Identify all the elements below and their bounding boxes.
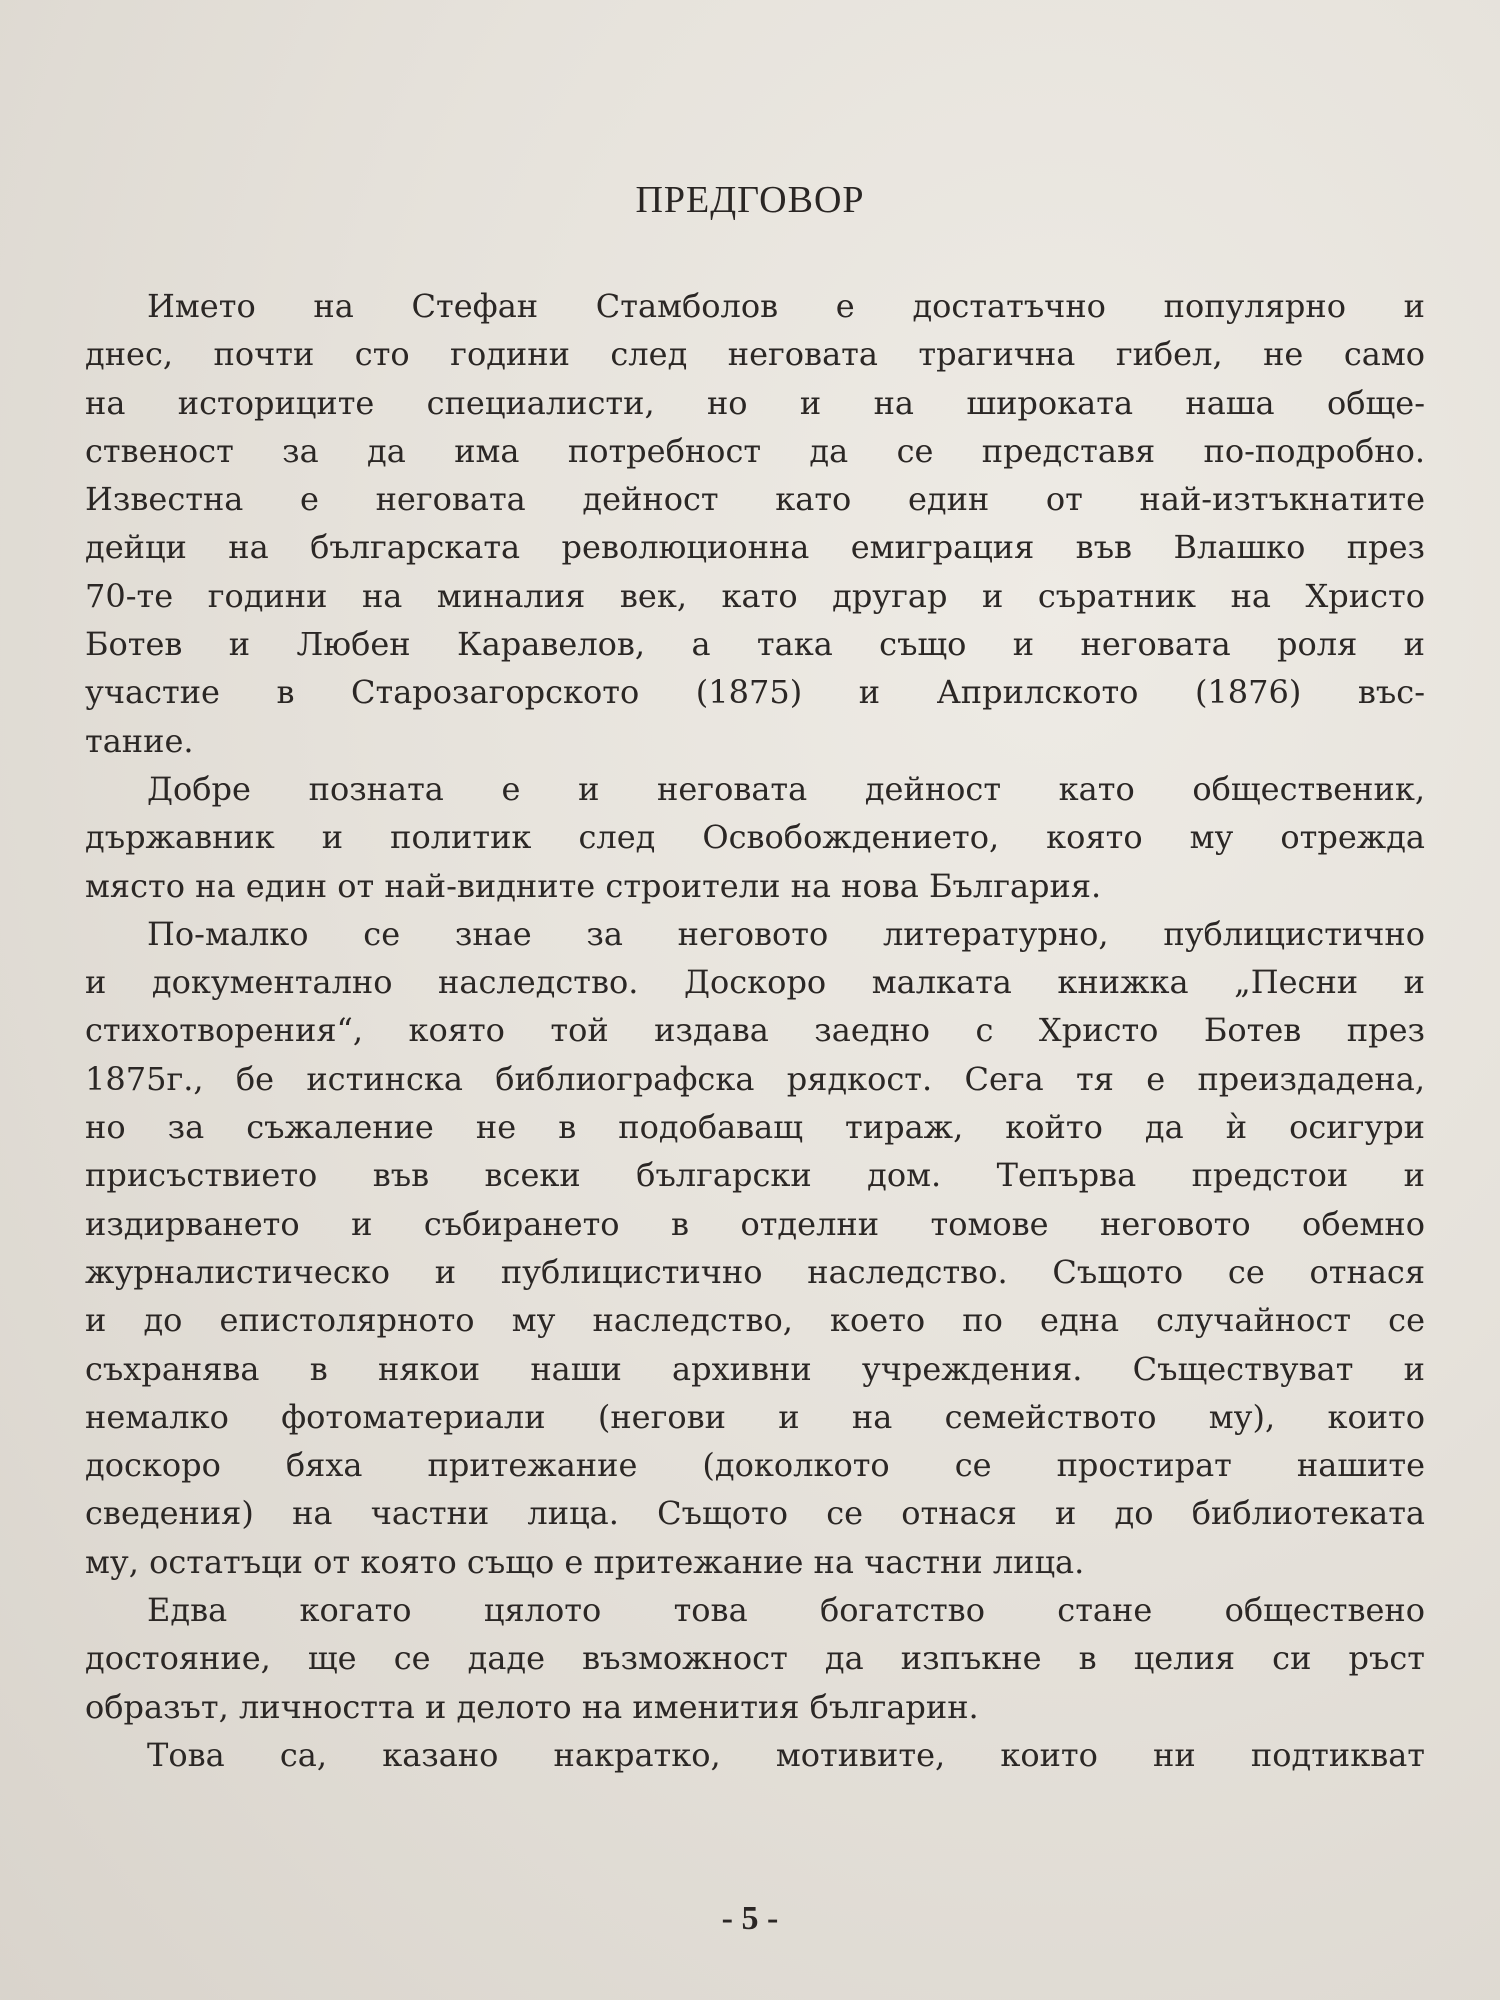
text-line: съхранява в някои наши архивни учреждения. Съществуват и bbox=[85, 1349, 1425, 1388]
paragraph bbox=[85, 282, 1425, 765]
text-line: журналистическо и публицистично наследство. Същото се отнася bbox=[85, 1252, 1425, 1291]
text-line: стихотворения“, която той издава заедно с Христо Ботев през bbox=[85, 1011, 1425, 1050]
text-line: Добре позната е и неговата дейност като общественик, bbox=[147, 769, 1425, 808]
text-line: Ботев и Любен Каравелов, а така също и неговата роля и bbox=[85, 625, 1425, 664]
page-number: - 5 - bbox=[721, 1900, 779, 1937]
text-line: 1875г., бе истинска библиографска рядкост. Сега тя е преиздадена, bbox=[85, 1059, 1425, 1098]
text-line: По-малко се знае за неговото литературно, публицистично bbox=[147, 914, 1425, 953]
text-line: образът, личността и делото на именития българин. bbox=[85, 1687, 979, 1726]
text-line: сведения) на частни лица. Същото се отнася и до библиотеката bbox=[85, 1494, 1425, 1533]
text-line: участие в Старозагорското (1875) и Априлското (1876) въс- bbox=[85, 673, 1425, 712]
text-line: Името на Стефан Стамболов е достатъчно популярно и bbox=[147, 287, 1425, 325]
text-line: присъствието във всеки български дом. Тепърва предстои и bbox=[85, 1156, 1425, 1195]
text-line: немалко фотоматериали (негови и на семейството му), които bbox=[85, 1397, 1425, 1436]
text-line: държавник и политик след Освобождението, която му отрежда bbox=[85, 818, 1425, 857]
text-line: достояние, ще се даде възможност да изпъкне в целия си ръст bbox=[85, 1639, 1425, 1678]
text-line: Едва когато цялото това богатство стане обществено bbox=[147, 1591, 1425, 1630]
text-line: място на един от най-видните строители на нова България. bbox=[85, 866, 1102, 905]
text-line: и документално наследство. Доскоро малката книжка „Песни и bbox=[85, 963, 1425, 1002]
text-line: днес, почти сто години след неговата трагична гибел, не само bbox=[85, 335, 1425, 374]
paragraph bbox=[85, 910, 1425, 1586]
page-title: ПРЕДГОВОР bbox=[635, 179, 865, 221]
paragraph bbox=[85, 765, 1425, 910]
text-line: на историците специалисти, но и на широката наша обще- bbox=[85, 383, 1425, 422]
document-body bbox=[85, 282, 1425, 1779]
text-line: дейци на българската революционна емиграция във Влашко през bbox=[85, 528, 1425, 567]
text-line: ственост за да има потребност да се представя по-подробно. bbox=[85, 431, 1425, 470]
text-line: му, остатъци от която също е притежание на частни лица. bbox=[85, 1542, 1085, 1581]
paragraph bbox=[85, 1586, 1425, 1731]
text-line: 70-те години на миналия век, като другар и съратник на Христо bbox=[85, 576, 1425, 615]
text-line: но за съжаление не в подобаващ тираж, който да ѝ осигури bbox=[85, 1108, 1425, 1147]
text-line: и до епистолярното му наследство, което по една случайност се bbox=[85, 1301, 1425, 1340]
text-line: доскоро бяха притежание (доколкото се простират нашите bbox=[85, 1446, 1425, 1485]
text-line: Известна е неговата дейност като един от най-изтъкнатите bbox=[85, 480, 1425, 519]
text-line: издирването и събирането в отделни томове неговото обемно bbox=[85, 1204, 1425, 1243]
paragraph bbox=[85, 1731, 1425, 1779]
text-line: тание. bbox=[85, 721, 194, 760]
text-line: Това са, казано накратко, мотивите, които ни подтикват bbox=[147, 1735, 1425, 1774]
